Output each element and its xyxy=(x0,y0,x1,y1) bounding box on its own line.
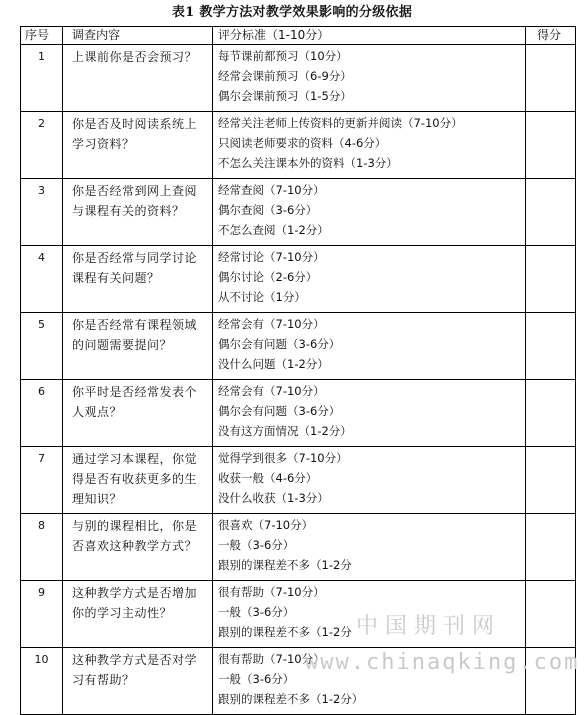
score-cell[interactable] xyxy=(526,45,576,112)
scoring-criteria xyxy=(213,648,526,715)
score-cell[interactable] xyxy=(526,179,576,246)
criteria-line: 跟别的课程差不多（1-2分 xyxy=(218,558,352,572)
header-row xyxy=(21,27,576,45)
criteria-line: 偶尔查阅（3-6分） xyxy=(218,203,318,217)
criteria-line: 从不讨论（1分） xyxy=(218,290,306,304)
header-criteria: 评分标准（1-10分） xyxy=(213,27,526,45)
header-no: 序号 xyxy=(21,27,63,45)
score-cell[interactable] xyxy=(526,313,576,380)
criteria-line: 没什么收获（1-3分） xyxy=(218,491,329,505)
table-row xyxy=(21,380,576,447)
row-number: 8 xyxy=(21,514,63,581)
table-row xyxy=(21,112,576,179)
survey-question: 上课前你是否会预习？ xyxy=(63,45,213,112)
scoring-criteria xyxy=(213,447,526,514)
scoring-criteria xyxy=(213,179,526,246)
survey-question: 你是否及时阅读系统上学习资料？ xyxy=(63,112,213,179)
row-number: 2 xyxy=(21,112,63,179)
criteria-line: 不怎么关注课本外的资料（1-3分） xyxy=(218,156,398,170)
survey-question: 与别的课程相比，你是否喜欢这种教学方式？ xyxy=(63,514,213,581)
criteria-line: 很有帮助（7-10分） xyxy=(218,585,325,599)
score-cell[interactable] xyxy=(526,112,576,179)
row-number: 1 xyxy=(21,45,63,112)
table-row xyxy=(21,447,576,514)
table-body xyxy=(21,45,576,715)
table-row xyxy=(21,179,576,246)
criteria-line: 偶尔会有问题（3-6分） xyxy=(218,337,341,351)
criteria-line: 偶尔讨论（2-6分） xyxy=(218,270,318,284)
criteria-line: 觉得学到很多（7-10分） xyxy=(218,451,348,465)
criteria-line: 偶尔会课前预习（1-5分） xyxy=(218,89,352,103)
score-cell[interactable] xyxy=(526,514,576,581)
row-number: 3 xyxy=(21,179,63,246)
watermark-site-name: 中国期刊网 xyxy=(356,614,502,639)
row-number: 10 xyxy=(21,648,63,715)
criteria-line: 一般（3-6分） xyxy=(218,538,295,552)
header-score: 得分 xyxy=(526,27,576,45)
row-number: 4 xyxy=(21,246,63,313)
survey-question: 你平时是否经常发表个人观点？ xyxy=(63,380,213,447)
scoring-criteria xyxy=(213,246,526,313)
criteria-line: 一般（3-6分） xyxy=(218,605,295,619)
row-number: 7 xyxy=(21,447,63,514)
header-question: 调查内容 xyxy=(63,27,213,45)
survey-question: 通过学习本课程，你觉得是否有收获更多的生理知识？ xyxy=(63,447,213,514)
criteria-line: 经常查阅（7-10分） xyxy=(218,183,325,197)
scoring-criteria xyxy=(213,581,526,648)
criteria-line: 很有帮助（7-10分） xyxy=(218,652,325,666)
table-row xyxy=(21,45,576,112)
criteria-line: 跟别的课程差不多（1-2分） xyxy=(218,692,364,706)
criteria-line: 一般（3-6分） xyxy=(218,672,295,686)
scoring-criteria xyxy=(213,514,526,581)
table-title: 表1 教学方法对教学效果影响的分级依据 xyxy=(171,5,413,20)
survey-question: 你是否经常有课程领域的问题需要提问？ xyxy=(63,313,213,380)
score-cell[interactable] xyxy=(526,246,576,313)
criteria-line: 不怎么查阅（1-2分） xyxy=(218,223,329,237)
criteria-line: 偶尔会有问题（3-6分） xyxy=(218,404,341,418)
watermark-url: www.chinaqking.com xyxy=(305,650,580,675)
scoring-criteria xyxy=(213,112,526,179)
table-row xyxy=(21,514,576,581)
criteria-line: 没什么问题（1-2分） xyxy=(218,357,329,371)
survey-question: 这种教学方式是否增加你的学习主动性？ xyxy=(63,581,213,648)
criteria-line: 跟别的课程差不多（1-2分 xyxy=(218,625,352,639)
survey-question: 你是否经常与同学讨论课程有关问题？ xyxy=(63,246,213,313)
criteria-line: 收获一般（4-6分） xyxy=(218,471,318,485)
score-cell[interactable] xyxy=(526,447,576,514)
table-row xyxy=(21,246,576,313)
table-row xyxy=(21,313,576,380)
criteria-line: 经常关注老师上传资料的更新并阅读（7-10分） xyxy=(218,116,463,130)
criteria-line: 只阅读老师要求的资料（4-6分） xyxy=(218,136,387,150)
row-number: 9 xyxy=(21,581,63,648)
scoring-criteria xyxy=(213,380,526,447)
scoring-criteria xyxy=(213,45,526,112)
table-row xyxy=(21,581,576,648)
score-cell[interactable] xyxy=(526,648,576,715)
criteria-line: 经常会有（7-10分） xyxy=(218,317,325,331)
score-cell[interactable] xyxy=(526,581,576,648)
criteria-line: 没有这方面情况（1-2分） xyxy=(218,424,352,438)
score-cell[interactable] xyxy=(526,380,576,447)
criteria-line: 很喜欢（7-10分） xyxy=(218,518,314,532)
table-row xyxy=(21,648,576,715)
grading-table xyxy=(20,26,576,715)
survey-question: 你是否经常到网上查阅与课程有关的资料？ xyxy=(63,179,213,246)
criteria-line: 经常会课前预习（6-9分） xyxy=(218,69,352,83)
survey-question: 这种教学方式是否对学习有帮助？ xyxy=(63,648,213,715)
criteria-line: 每节课前都预习（10分） xyxy=(218,49,348,63)
criteria-line: 经常讨论（7-10分） xyxy=(218,250,325,264)
row-number: 6 xyxy=(21,380,63,447)
scoring-criteria xyxy=(213,313,526,380)
criteria-line: 经常会有（7-10分） xyxy=(218,384,325,398)
row-number: 5 xyxy=(21,313,63,380)
